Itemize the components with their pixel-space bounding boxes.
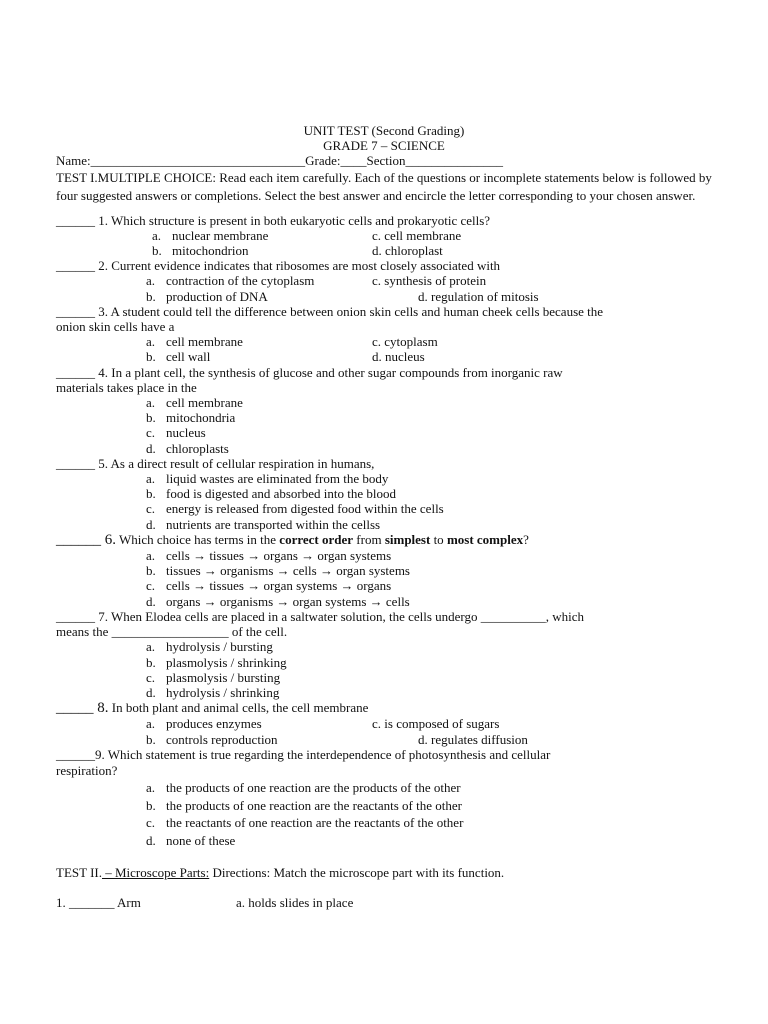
question-text: ? [523,531,529,547]
question-3-options-row1 [56,334,712,349]
question-1-options-row2 [56,243,712,258]
question-7-option-c [56,670,712,685]
question-7-continued: means the __________________ of the cell. [56,624,288,640]
option-text: c. is composed of sugars [372,716,500,732]
option-label: a. [146,273,156,289]
option-text: energy is released from digested food within the cells [166,501,444,517]
option-text: nuclear membrane [172,227,269,243]
option-label: a. [146,639,156,655]
option-text: mitochondria [166,410,236,426]
question-5-option-d [56,517,712,532]
option-text: the reactants of one reaction are the reactants of the other [166,815,464,831]
option-text: plasmolysis / shrinking [166,654,287,670]
option-label: c. [146,425,156,441]
question-2-options-row2 [56,289,712,304]
question-9-option-a [56,779,712,797]
option-label: a. [146,548,156,564]
test2-directions: Directions: Match the microscope part with its function. [209,865,505,881]
option-label: b. [146,797,156,813]
student-info-line: Name:_________________________________Grade:____Section_______________ [56,153,504,169]
test1-instructions-text: Read each item carefully. Each of the questions or incomplete statements below is followed by four suggested answers or completions. Select the best answer and encircle the letter corresponding to your chosen answer. [56,169,712,203]
question-8-options-row2 [56,732,712,747]
option-text: nucleus [166,425,206,441]
question-9-option-c [56,814,712,832]
option-label: c. [146,815,156,831]
question-text: In both plant and animal cells, the cell membrane [108,700,369,716]
matching-item-function: a. holds slides in place [236,894,354,910]
test-title: UNIT TEST (Second Grading) [303,123,465,138]
question-7-option-b [56,655,712,670]
test-subtitle: GRADE 7 – SCIENCE [323,138,445,154]
option-text: c. cytoplasm [372,334,438,350]
question-1-options-row1 [56,228,712,243]
question-8-options-row1 [56,716,712,731]
option-text: controls reproduction [166,731,278,747]
option-label: d. [146,440,156,456]
test2-section-title: – Microscope Parts: [101,865,210,881]
test1-instructions [56,169,712,205]
option-label: b. [146,486,156,502]
option-label: b. [146,349,156,365]
option-text: cell wall [166,349,211,365]
option-text: nutrients are transported within the cellss [166,516,381,532]
option-label: a. [146,334,156,350]
option-text: production of DNA [166,288,268,304]
question-9-option-d [56,832,712,850]
option-label: d. [146,593,156,609]
option-text: cells → tissues → organs → organ systems [166,548,392,564]
test2-heading [56,865,712,880]
option-text: food is digested and absorbed into the blood [166,486,396,502]
option-label: c. [146,669,156,685]
option-text: produces enzymes [166,716,262,732]
test-page [56,123,712,910]
question-5-option-a [56,471,712,486]
option-text: liquid wastes are eliminated from the body [166,471,389,487]
option-text: tissues → organisms → cells → organ systems [166,563,410,579]
question-9-continued: respiration? [56,762,118,778]
option-text: cell membrane [384,227,462,243]
option-label: c. [372,227,382,243]
option-label: b. [146,288,156,304]
option-text: plasmolysis / bursting [166,669,281,685]
option-text: hydrolysis / bursting [166,639,273,655]
question-2-options-row1 [56,273,712,288]
option-label: a. [146,395,156,411]
question-text: from [353,531,385,547]
question-text: to [430,531,447,547]
question-7-option-a [56,639,712,654]
emphasis-text: most complex [446,531,524,547]
option-label: b. [146,410,156,426]
question-1: ______ 1. Which structure is present in both eukaryotic cells and prokaryotic cells? [56,212,491,228]
option-text: hydrolysis / shrinking [166,684,280,700]
option-label: a. [146,716,156,732]
option-text: chloroplasts [166,440,229,456]
option-label: c. [146,501,156,517]
question-4-option-c [56,425,712,440]
option-text: cell membrane [166,334,243,350]
option-label: b. [146,654,156,670]
test1-heading: TEST I.MULTIPLE CHOICE: [56,169,216,185]
emphasis-text: simplest [384,531,431,547]
question-4-continued: materials takes place in the [56,379,197,395]
option-text: the products of one reaction are the reactants of the other [166,797,462,813]
question-6-option-c [56,578,712,593]
option-label: d. [146,832,156,848]
question-3: ______ 3. A student could tell the difference between onion skin cells and human cheek cells because the [56,303,604,319]
option-label: a. [146,780,156,796]
option-label: b. [146,731,156,747]
question-text: Which choice has terms in the [116,531,280,547]
option-text: none of these [166,832,236,848]
test2-label: TEST II. [56,865,102,881]
question-2: ______ 2. Current evidence indicates that ribosomes are most closely associated with [56,258,501,274]
question-6-option-d [56,594,712,609]
option-text: c. synthesis of protein [372,273,487,289]
option-label: a. [152,227,162,243]
question-7-option-d [56,685,712,700]
question-4-option-a [56,395,712,410]
option-text: cells → tissues → organ systems → organs [166,578,392,594]
emphasis-text: correct order [279,531,354,547]
question-5-option-b [56,486,712,501]
answer-blank: _____ 8. [56,700,109,717]
option-text: d. chloroplast [372,243,443,259]
question-5-option-c [56,501,712,516]
option-text: organs → organisms → organ systems → cells [166,593,410,609]
option-label: d. [146,684,156,700]
question-4-option-d [56,441,712,456]
option-label: b. [146,563,156,579]
matching-item-term: 1. _______ Arm [56,894,141,910]
question-7: ______ 7. When Elodea cells are placed in a saltwater solution, the cells undergo __________, which [56,608,585,624]
question-9: ______9. Which statement is true regarding the interdependence of photosynthesis and cellular [56,746,551,762]
option-label: c. [146,578,156,594]
question-4: ______ 4. In a plant cell, the synthesis of glucose and other sugar compounds from inorganic raw [56,364,563,380]
option-text: d. nucleus [372,349,425,365]
question-3-continued: onion skin cells have a [56,319,175,335]
option-text: the products of one reaction are the products of the other [166,780,461,796]
option-label: d. [146,516,156,532]
option-label: b. [152,243,162,259]
question-5: ______ 5. As a direct result of cellular respiration in humans, [56,455,375,471]
option-text: cell membrane [166,395,243,411]
answer-blank: ______ 6. [56,531,116,548]
question-3-options-row2 [56,349,712,364]
question-8 [56,700,712,716]
option-label: a. [146,471,156,487]
question-6-option-a [56,548,712,563]
question-4-option-b [56,410,712,425]
question-6 [56,532,712,548]
question-9-option-b [56,797,712,815]
option-text: d. regulation of mitosis [418,288,539,304]
matching-item-1 [56,895,712,910]
option-text: contraction of the cytoplasm [166,273,315,289]
option-text: mitochondrion [172,243,249,259]
question-6-option-b [56,563,712,578]
option-text: d. regulates diffusion [418,731,528,747]
